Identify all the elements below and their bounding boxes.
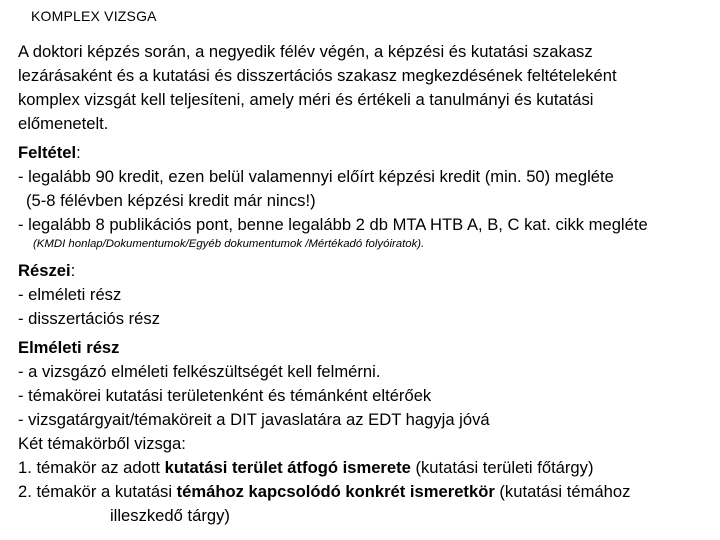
elmeleti-section <box>18 336 718 528</box>
topic-2-continuation: illeszkedő tárgy) <box>110 506 230 525</box>
topic-1-suffix: (kutatási területi főtárgy) <box>410 458 594 477</box>
elmeleti-heading: Elméleti rész <box>18 338 120 357</box>
reszei-heading-text: Részei <box>18 261 71 280</box>
elmeleti-item: - témakörei kutatási területenként és témánként eltérőek <box>18 386 432 405</box>
reszei-item: - elméleti rész <box>18 285 122 304</box>
intro-line: lezárásaként és a kutatási és disszertációs szakasz megkezdésének feltételeként <box>18 66 617 85</box>
topic-2-suffix: (kutatási témához <box>494 482 631 501</box>
feltetel-heading-text: Feltétel <box>18 143 77 162</box>
topic-2 <box>18 480 718 504</box>
feltetel-heading <box>18 141 718 165</box>
elmeleti-item: - vizsgatárgyait/témaköreit a DIT javaslatára az EDT hagyja jóvá <box>18 410 490 429</box>
intro-line: előmenetelt. <box>18 114 109 133</box>
intro-line: A doktori képzés során, a negyedik félév végén, a képzési és kutatási szakasz <box>18 42 593 61</box>
reszei-section <box>18 259 718 331</box>
feltetel-section <box>18 141 718 252</box>
feltetel-heading-colon: : <box>76 143 81 162</box>
feltetel-note: (KMDI honlap/Dokumentumok/Egyéb dokumentumok /Mértékadó folyóiratok). <box>33 238 425 250</box>
topic-2-prefix: 2. témakör a kutatási <box>18 482 177 501</box>
elmeleti-item: - a vizsgázó elméleti felkészültségét kell felmérni. <box>18 362 381 381</box>
main-content <box>18 40 718 528</box>
feltetel-item: - legalább 90 kredit, ezen belül valamennyi előírt képzési kredit (min. 50) megléte <box>18 167 614 186</box>
intro-paragraph <box>18 40 718 136</box>
reszei-heading-colon: : <box>70 261 76 280</box>
intro-line: komplex vizsgát kell teljesíteni, amely méri és értékeli a tanulmányi és kutatási <box>18 90 594 109</box>
feltetel-item: (5-8 félévben képzési kredit már nincs!) <box>26 191 316 210</box>
topic-1-bold: kutatási terület átfogó ismerete <box>164 458 411 477</box>
page-title: KOMPLEX VIZSGA <box>31 8 157 24</box>
elmeleti-item: Két témakörből vizsga: <box>18 434 186 453</box>
topic-1 <box>18 456 718 480</box>
topic-1-prefix: 1. témakör az adott <box>18 458 165 477</box>
reszei-heading <box>18 259 718 283</box>
topic-2-bold: témához kapcsolódó konkrét ismeretkör <box>176 482 495 501</box>
reszei-item: - disszertációs rész <box>18 309 161 328</box>
feltetel-item: - legalább 8 publikációs pont, benne legalább 2 db MTA HTB A, B, C kat. cikk megléte <box>18 215 648 234</box>
